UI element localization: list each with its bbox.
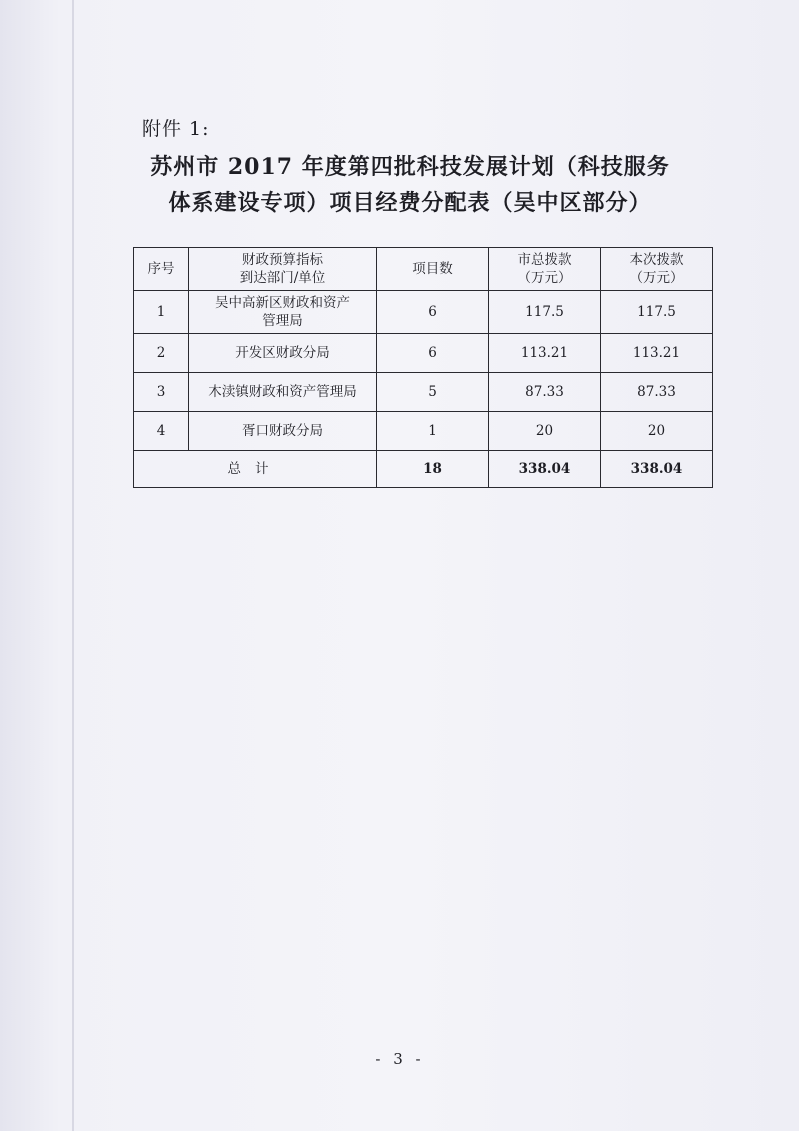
table-total-row	[134, 451, 713, 488]
cell-dept: 木渎镇财政和资产管理局	[189, 373, 377, 412]
cell-count: 1	[377, 412, 489, 451]
header-city-total: 市总拨款 （万元）	[489, 248, 601, 291]
cell-dept: 开发区财政分局	[189, 334, 377, 373]
total-city-total: 338.04	[489, 451, 601, 488]
cell-this-time: 87.33	[601, 373, 713, 412]
table-row	[134, 334, 713, 373]
cell-seq: 2	[134, 334, 189, 373]
document-title-line-1: 苏州市 2017 年度第四批科技发展计划（科技服务	[150, 154, 670, 180]
document-title-line-2: 体系建设专项）项目经费分配表（吴中区部分）	[168, 190, 652, 216]
funding-allocation-table	[133, 247, 713, 488]
cell-dept: 胥口财政分局	[189, 412, 377, 451]
cell-city-total: 20	[489, 412, 601, 451]
cell-count: 6	[377, 291, 489, 334]
cell-dept: 吴中高新区财政和资产 管理局	[189, 291, 377, 334]
table-row	[134, 412, 713, 451]
cell-this-time: 20	[601, 412, 713, 451]
table-row	[134, 373, 713, 412]
header-seq: 序号	[134, 248, 189, 291]
cell-count: 5	[377, 373, 489, 412]
cell-city-total: 117.5	[489, 291, 601, 334]
table-header-row	[134, 248, 713, 291]
attachment-label: 附件 1:	[142, 118, 210, 140]
header-dept: 财政预算指标 到达部门/单位	[189, 248, 377, 291]
cell-this-time: 117.5	[601, 291, 713, 334]
total-this-time: 338.04	[601, 451, 713, 488]
header-count: 项目数	[377, 248, 489, 291]
cell-seq: 4	[134, 412, 189, 451]
table-row	[134, 291, 713, 334]
cell-this-time: 113.21	[601, 334, 713, 373]
cell-count: 6	[377, 334, 489, 373]
page-number: - 3 -	[375, 1050, 425, 1068]
total-count: 18	[377, 451, 489, 488]
cell-city-total: 113.21	[489, 334, 601, 373]
header-this-time: 本次拨款 （万元）	[601, 248, 713, 291]
cell-city-total: 87.33	[489, 373, 601, 412]
page-fold-shadow	[72, 0, 74, 1131]
total-label: 总计	[134, 451, 377, 488]
cell-seq: 1	[134, 291, 189, 334]
cell-seq: 3	[134, 373, 189, 412]
